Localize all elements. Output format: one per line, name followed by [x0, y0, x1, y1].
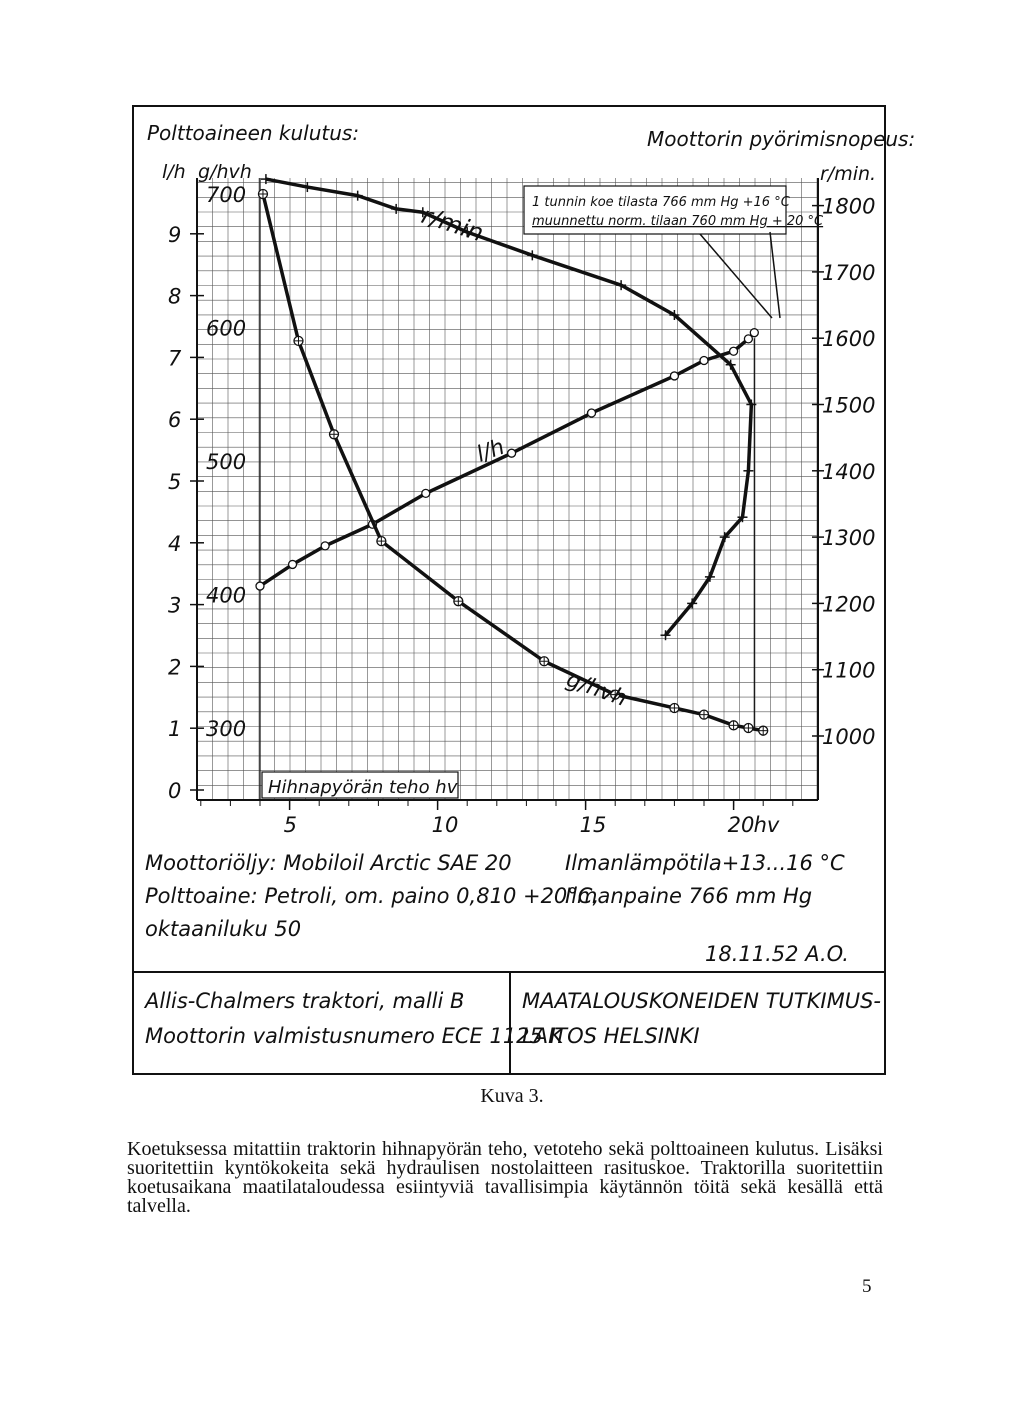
- data-point-ghvh: [258, 190, 267, 199]
- tick-label-lh: 5: [168, 470, 182, 494]
- footer-institute-2: LAITOS HELSINKI: [522, 1024, 700, 1048]
- tick-label-ghvh: 400: [206, 583, 247, 608]
- fuel-axis-title: Polttoaineen kulutus:: [147, 121, 360, 145]
- tick-label-rmin: 1200: [822, 592, 876, 617]
- figure-caption: Kuva 3.: [480, 1085, 544, 1107]
- data-point-rmin: [527, 250, 537, 260]
- tick-label-lh: 6: [168, 408, 182, 433]
- note-date: 18.11.52 A.O.: [705, 942, 849, 966]
- x-axis-title: Hihnapyörän teho hv: [268, 777, 458, 798]
- data-point-rmin: [302, 182, 312, 192]
- note-air-temp: Ilmanlämpötila+13...16 °C: [565, 851, 845, 875]
- data-point-ghvh: [744, 724, 753, 733]
- tick-label-rmin: 1600: [822, 327, 876, 352]
- inset-note-line-2: muunnettu norm. tilaan 760 mm Hg + 20 °C: [532, 214, 824, 229]
- tick-label-lh: 9: [168, 222, 182, 247]
- data-point-lh: [321, 542, 329, 550]
- note-octane: oktaaniluku 50: [145, 917, 302, 941]
- tick-label-rmin: 1700: [822, 260, 876, 285]
- data-point-ghvh: [330, 430, 339, 439]
- curve-label-ghvh: g/hvh: [562, 667, 631, 712]
- data-point-lh: [750, 329, 758, 337]
- tick-label-rmin: 1800: [822, 194, 876, 219]
- tick-label-lh: 1: [168, 717, 182, 742]
- unit-ghvh: g/hvh: [198, 161, 252, 183]
- footer-institute-1: MAATALOUSKONEIDEN TUTKIMUS-: [522, 989, 881, 1013]
- chart-grid: [197, 178, 818, 800]
- data-point-rmin: [391, 204, 401, 214]
- tick-label-x: 15: [579, 813, 607, 837]
- data-point-ghvh: [670, 703, 679, 712]
- footer-engine-number: Moottorin valmistusnumero ECE 1125 K: [145, 1024, 564, 1048]
- tick-label-rmin: 1100: [822, 658, 876, 683]
- chart-curves: [256, 174, 768, 735]
- tick-label-lh: 4: [168, 531, 182, 556]
- data-point-ghvh: [540, 657, 549, 666]
- tick-label-lh: 3: [168, 593, 182, 618]
- page-number: 5: [862, 1276, 872, 1297]
- data-point-lh: [508, 449, 516, 457]
- tick-label-ghvh: 300: [206, 717, 247, 741]
- tick-label-lh: 0: [168, 779, 182, 803]
- curve-label-rmin: r/min: [418, 201, 487, 248]
- data-point-lh: [289, 560, 297, 568]
- data-point-rmin: [743, 466, 753, 476]
- tick-label-lh: 2: [168, 655, 182, 680]
- series-line-g-hvh: [263, 194, 763, 731]
- data-point-rmin: [353, 191, 363, 201]
- data-point-lh: [700, 356, 708, 364]
- axis-ticks: [168, 183, 875, 837]
- note-oil: Moottoriöljy: Mobiloil Arctic SAE 20: [145, 851, 512, 875]
- note-fuel: Polttoaine: Petroli, om. paino 0,810 +20°C,: [145, 884, 600, 908]
- unit-lh: l/h: [162, 161, 186, 183]
- tick-label-ghvh: 500: [206, 450, 247, 474]
- data-point-lh: [588, 409, 596, 417]
- data-point-lh: [256, 582, 264, 590]
- body-paragraph: Koetuksessa mitattiin traktorin hihnapyörän teho, vetoteho sekä polttoaineen kulutus. Lisäksi suoritettiin kyntökokeita sekä hydraulisen nostolaitteen rasituskoe. Traktorilla suoritettiin koetusaikana maatilataloudessa esiintyviä tavallisimpia käytännön töitä sekä kesällä että talvella.: [127, 1138, 883, 1217]
- tick-label-rmin: 1500: [822, 393, 876, 418]
- data-point-ghvh: [700, 710, 709, 719]
- data-point-ghvh: [377, 537, 386, 546]
- tick-label-x: 5: [283, 813, 297, 837]
- data-point-ghvh: [759, 726, 768, 735]
- curve-label-lh: l/h: [473, 434, 508, 468]
- data-point-lh: [730, 347, 738, 355]
- data-point-ghvh: [729, 721, 738, 730]
- note-air-pressure: Ilmanpaine 766 mm Hg: [565, 884, 813, 908]
- tick-label-rmin: 1400: [822, 459, 876, 484]
- tick-label-lh: 8: [168, 284, 182, 309]
- inset-arrow-2: [770, 232, 780, 318]
- inset-note-line-1: 1 tunnin koe tilasta 766 mm Hg +16 °C: [532, 195, 790, 210]
- data-point-lh: [422, 489, 430, 497]
- tick-label-ghvh: 600: [206, 316, 247, 341]
- unit-rmin: r/min.: [820, 163, 877, 185]
- tick-label-rmin: 1300: [822, 526, 876, 551]
- tick-label-lh: 7: [168, 346, 182, 371]
- speed-axis-title: Moottorin pyörimisnopeus:: [647, 127, 916, 151]
- data-point-ghvh: [454, 597, 463, 606]
- data-point-lh: [670, 372, 678, 380]
- data-point-ghvh: [294, 336, 303, 345]
- x-unit-label: hv: [753, 813, 780, 837]
- inset-arrow-1: [700, 234, 772, 318]
- tick-label-x: 10: [431, 813, 459, 837]
- tick-label-ghvh: 700: [206, 183, 247, 207]
- series-line-r-min: [266, 179, 751, 635]
- footer-tractor-model: Allis-Chalmers traktori, malli B: [145, 989, 465, 1013]
- tick-label-rmin: 1000: [822, 725, 876, 749]
- tick-label-x: 20: [727, 813, 755, 837]
